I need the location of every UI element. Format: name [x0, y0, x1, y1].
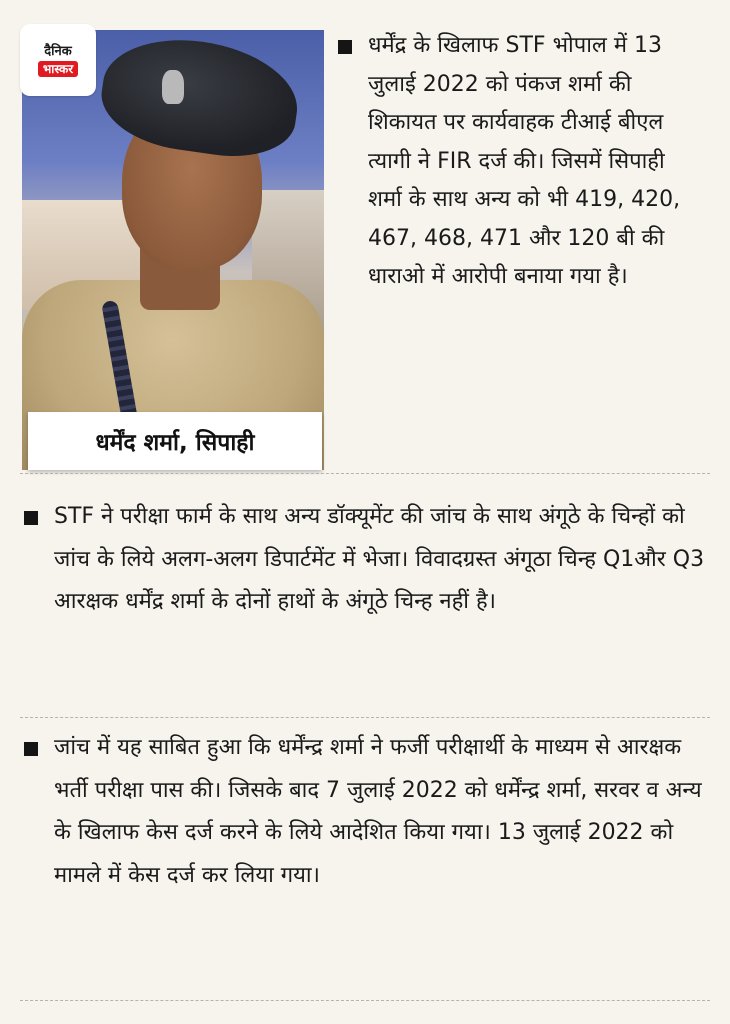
logo-line2: भास्कर	[38, 61, 78, 77]
bullet-item-1	[338, 27, 698, 297]
beret-badge	[162, 70, 184, 104]
bullet-item-3	[24, 727, 714, 897]
bullet-text-1: धर्मेंद्र के खिलाफ STF भोपाल में 13 जुलाई 2022 को पंकज शर्मा की शिकायत पर कार्यवाहक टीआई बीएल त्यागी ने FIR दर्ज की। जिसमें सिपाही शर्मा के साथ अन्य को भी 419, 420, 467, 468, 471 और 120 बी की धाराओ में आरोपी बनाया गया है।	[368, 33, 681, 289]
beret	[95, 30, 304, 165]
bullet-square-icon	[24, 742, 38, 756]
soldier-photo	[22, 30, 324, 470]
photo-caption: धर्मेंद शर्मा, सिपाही	[28, 412, 322, 470]
bullet-text-2: STF ने परीक्षा फार्म के साथ अन्य डॉक्यूमेंट की जांच के साथ अंगूठे के चिन्हों को जांच के लिये अलग-अलग डिपार्टमेंट में भेजा। विवादग्रस्त अंगूठा चिन्ह Q1और Q3 आरक्षक धर्मेंद्र शर्मा के दोनों हाथों के अंगूठे चिन्ह नहीं है।	[54, 504, 705, 614]
divider	[20, 717, 710, 718]
bullet-square-icon	[24, 511, 38, 525]
dainik-bhaskar-logo	[20, 24, 96, 96]
bullet-square-icon	[338, 40, 352, 54]
logo-line1: दैनिक	[44, 43, 72, 59]
divider	[20, 473, 710, 474]
bullet-item-2	[24, 496, 714, 624]
divider	[20, 1000, 710, 1001]
bullet-text-3: जांच में यह साबित हुआ कि धर्मेंन्द्र शर्मा ने फर्जी परीक्षार्थी के माध्यम से आरक्षक भर्ती परीक्षा पास की। जिसके बाद 7 जुलाई 2022 को धर्मेंन्द्र शर्मा, सरवर व अन्य के खिलाफ केस दर्ज करने के लिये आदेशित किया गया। 13 जुलाई 2022 को मामले में केस दर्ज कर लिया गया।	[54, 735, 702, 888]
